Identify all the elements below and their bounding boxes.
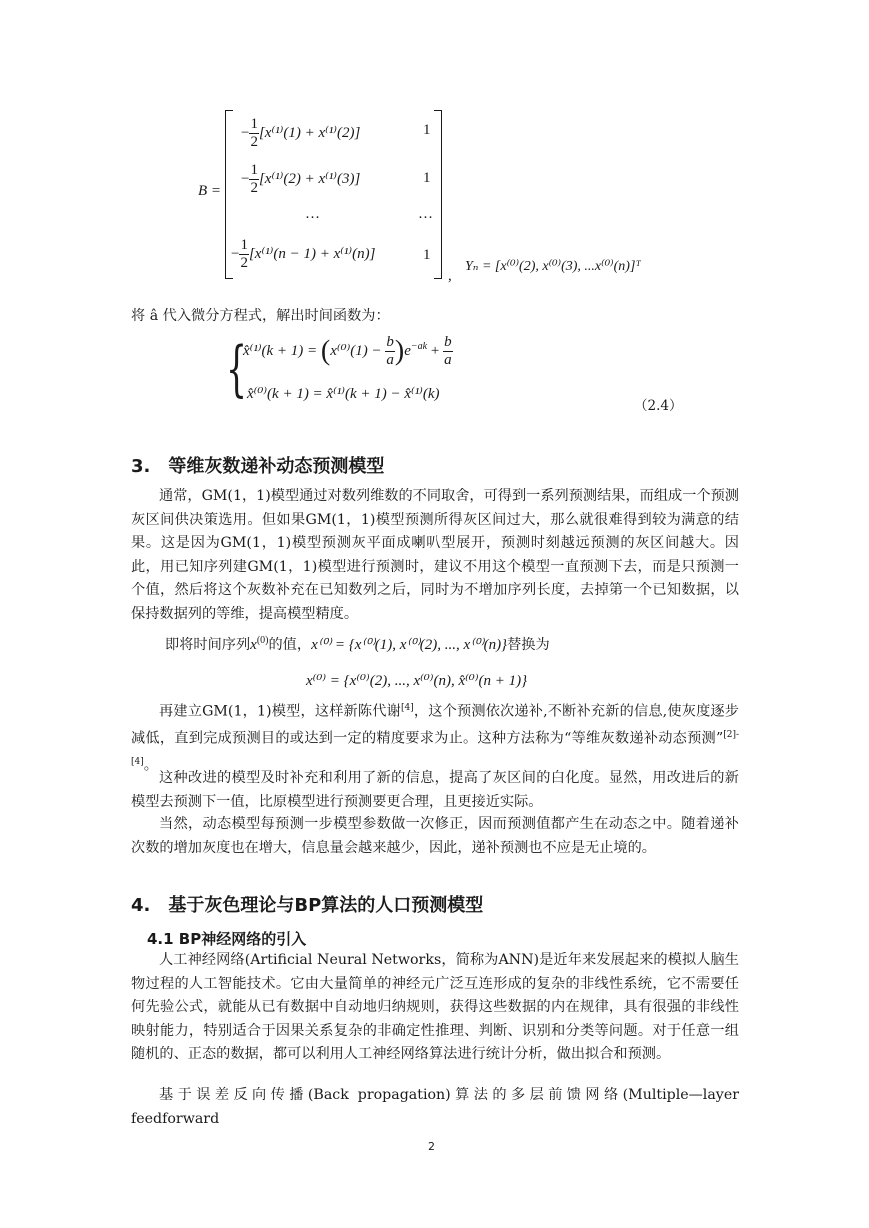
matrix-row-3-dots-right xyxy=(418,206,433,223)
row3-dots-left: … xyxy=(305,206,320,222)
row3-dots-right: … xyxy=(418,206,433,222)
row2-bracket-expr: [x⁽¹⁾(2) + x⁽¹⁾(3)] xyxy=(258,170,361,187)
eq24-frac1-den: a xyxy=(386,352,394,368)
eq24-brace: { xyxy=(226,334,248,404)
row2-sign: − xyxy=(241,170,250,187)
matrix-right-bracket xyxy=(434,110,442,279)
row1-sign: − xyxy=(241,124,250,141)
section-3-title: 3. 等维灰数递补动态预测模型 xyxy=(131,456,385,477)
row2-right: 1 xyxy=(423,170,431,186)
subsection-4-1-heading xyxy=(147,928,306,949)
matrix-b-label xyxy=(198,183,221,200)
eq24-number xyxy=(634,394,682,414)
section-3-p2c-text: 。 xyxy=(143,758,158,775)
page-number-text: 2 xyxy=(428,1140,435,1153)
eq24-frac2-den: a xyxy=(444,352,452,368)
eq24-number-text: （2.4） xyxy=(634,398,683,414)
matrix-row-1 xyxy=(241,116,360,151)
section-3-paragraph-3 xyxy=(131,767,739,814)
eq24-paren-open: ( xyxy=(320,335,331,367)
seq-prefix: 即将时间序列 xyxy=(165,637,251,653)
eq24-frac2-num: b xyxy=(444,334,452,350)
row1-bracket-expr: [x⁽¹⁾(1) + x⁽¹⁾(2)] xyxy=(258,124,361,141)
section-4-paragraph-2 xyxy=(131,1084,739,1131)
seq-symbol: $x^{(0)}$ xyxy=(250,635,269,653)
intro-line-text: 将 â 代入微分方程式，解出时间函数为： xyxy=(131,308,390,324)
eq24-plus: + xyxy=(427,342,444,359)
citation-2-4: [2]-[4] xyxy=(131,730,739,768)
matrix-row-4 xyxy=(231,237,375,272)
row4-right: 1 xyxy=(423,247,431,263)
matrix-row-2 xyxy=(241,162,360,197)
seq-new-text: x⁽⁰⁾ = {x⁽⁰⁾(2), ..., x⁽⁰⁾(n), x̂⁽⁰⁾(n + 1)} xyxy=(306,673,528,689)
row1-frac-num: 1 xyxy=(250,116,258,132)
row4-sign: − xyxy=(231,245,240,262)
section-3-p4-text: 当然，动态模型每预测一步模型参数做一次修正，因而预测值都产生在动态之中。随着递补次数的增加灰度也在增大，信息量会越来越少，因此，递补预测也不应是无止境的。 xyxy=(131,816,739,856)
section-3-p3-text: 这种改进的模型及时补充和利用了新的信息，提高了灰区间的白化度。显然，用改进后的新模型去预测下一值，比原模型进行预测要更合理，且更接近实际。 xyxy=(131,770,739,810)
row4-frac xyxy=(239,237,249,272)
row1-frac xyxy=(249,116,259,151)
matrix-row-3-dots-left xyxy=(305,206,320,223)
eq24-frac1-num: b xyxy=(386,334,394,350)
matrix-b-lhs: B = xyxy=(198,183,222,199)
section-3-p1-text: 通常，GM(1，1)模型通过对数列维数的不同取舍，可得到一系列预测结果，而组成一个预测灰区间供决策选用。但如果GM(1，1)模型预测所得灰区间过大，那么就很难得到较为满意的结果。这是因为GM(1，1)模型预测灰平面成喇叭型展开，预测时刻越远预测的灰区间越大。因此，用已知序列建GM(1，1)模型进行预测时，建议不用这个模型一直预测下去，而是只预测一个值，然后将这个灰数补充在已知数列之后，同时为不增加序列长度，去掉第一个已知数据，以保持数据列的等维，提高模型精度。 xyxy=(131,488,739,622)
eq24-lhs: x̂⁽¹⁾(k + 1) = xyxy=(243,342,321,359)
eq24-exp-power: −ak xyxy=(410,340,428,352)
matrix-comma xyxy=(448,268,452,285)
matrix-comma-text: , xyxy=(448,268,452,284)
matrix-row-1-right xyxy=(423,122,431,139)
sequence-line xyxy=(165,634,550,654)
eq24-line-2 xyxy=(247,384,440,403)
eq24-line-1 xyxy=(243,334,453,369)
section-4-p2-text: 基于误差反向传播(Back propagation)算法的多层前馈网络(Multiple—layer feedforward xyxy=(131,1087,739,1127)
row1-frac-den: 2 xyxy=(250,134,258,150)
intro-line xyxy=(131,305,739,329)
eq24-exp-base: e xyxy=(404,342,411,359)
section-3-p2b-text: ，这个预测依次递补,不断补充新的信息,使灰度逐步减低，直到完成预测目的或达到一定的精度要求为止。这种方法称为“等维灰数递补动态预测” xyxy=(131,703,739,747)
row4-frac-den: 2 xyxy=(240,255,248,271)
section-3-paragraph-1 xyxy=(131,485,739,626)
page-number xyxy=(428,1140,435,1153)
section-4-paragraph-1 xyxy=(131,949,739,1067)
yn-vector-text: Yₙ = [x⁽⁰⁾(2), x⁽⁰⁾(3), ...x⁽⁰⁾(n)]ᵀ xyxy=(465,259,641,274)
eq24-frac-1 xyxy=(385,334,395,369)
row4-bracket-expr: [x⁽¹⁾(n − 1) + x⁽¹⁾(n)] xyxy=(248,245,376,262)
section-4-heading xyxy=(131,891,483,917)
row2-frac-num: 1 xyxy=(250,162,258,178)
row1-right: 1 xyxy=(423,122,431,138)
seq-mid: 的值， xyxy=(268,637,312,653)
seq-suffix: 替换为 xyxy=(507,637,550,653)
row2-frac xyxy=(249,162,259,197)
eq24-mid: x⁽⁰⁾(1) − xyxy=(330,342,386,359)
matrix-row-2-right xyxy=(423,170,431,187)
row4-frac-num: 1 xyxy=(240,237,248,253)
row2-frac-den: 2 xyxy=(250,180,258,196)
seq-set: x⁽⁰⁾ = {x⁽⁰⁾(1), x⁽⁰⁾(2), ..., x⁽⁰⁾(n)} xyxy=(311,637,508,653)
matrix-row-4-right xyxy=(423,247,431,264)
yn-vector xyxy=(465,258,641,275)
eq24-frac-2 xyxy=(443,334,453,369)
citation-4: [4] xyxy=(400,703,414,713)
section-3-p2-text: 再建立GM(1，1)模型，这样新陈代谢 xyxy=(159,703,401,720)
sequence-new xyxy=(306,671,527,690)
section-4-title: 4. 基于灰色理论与BP算法的人口预测模型 xyxy=(131,895,484,916)
section-3-heading xyxy=(131,452,384,478)
eq24-paren-close: ) xyxy=(394,335,405,367)
section-4-p1-text: 人工神经网络(Artificial Neural Networks，简称为ANN)是近年来发展起来的模拟人脑生物过程的人工智能技术。它由大量简单的神经元广泛互连形成的复杂的非线性系统，它不需要任何先验公式，就能从已有数据中自动地归纳规则，获得这些数据的内在规律，具有很强的非线性映射能力，特别适合于因果关系复杂的非确定性推理、判断、识别和分类等问题。对于任意一组随机的、正态的数据，都可以利用人工神经网络算法进行统计分析，做出拟合和预测。 xyxy=(131,952,739,1062)
subsection-4-1-title: 4.1 BP神经网络的引入 xyxy=(147,930,307,948)
eq24-line2-text: x̂⁽⁰⁾(k + 1) = x̂⁽¹⁾(k + 1) − x̂⁽¹⁾(k) xyxy=(247,386,440,402)
section-3-paragraph-4 xyxy=(131,813,739,860)
